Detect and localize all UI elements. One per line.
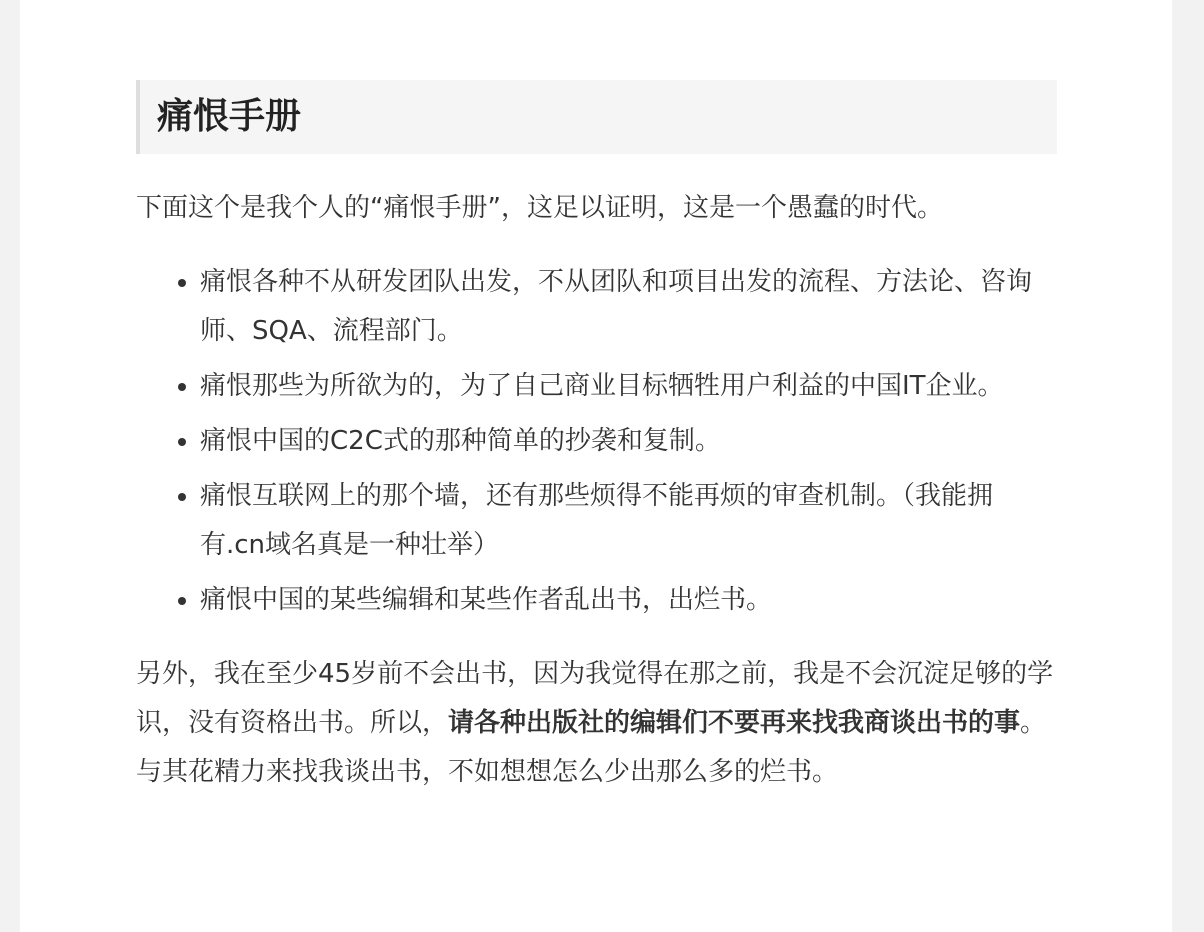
outro-text-end: 。与其花精力来找我谈出书，不如想想怎么少出那么多的烂书。 (136, 708, 1047, 787)
hate-list (136, 258, 1057, 625)
list-item: • 痛恨互联网上的那个墙，还有那些烦得不能再烦的审查机制。（我能拥有.cn域名真是一种壮举） (200, 472, 1057, 570)
list-item: • 痛恨中国的某些编辑和某些作者乱出书，出烂书。 (200, 576, 1057, 625)
article-content (136, 80, 1057, 797)
page-background (20, 0, 1172, 932)
section-heading: 痛恨手册 (136, 80, 1057, 154)
list-item: • 痛恨各种不从研发团队出发，不从团队和项目出发的流程、方法论、咨询师、SQA、流程部门。 (200, 258, 1057, 356)
list-item: • 痛恨中国的C2C式的那种简单的抄袭和复制。 (200, 417, 1057, 466)
outro-bold-text: 请各种出版社的编辑们不要再来找我商谈出书的事 (448, 708, 1021, 738)
intro-paragraph: 下面这个是我个人的“痛恨手册”，这足以证明，这是一个愚蠢的时代。 (136, 193, 943, 223)
outro-paragraph (136, 650, 1057, 797)
list-item: • 痛恨那些为所欲为的，为了自己商业目标牺牲用户利益的中国IT企业。 (200, 362, 1057, 411)
outro-text-start: 另外，我在至少45岁前不会出书，因为我觉得在那之前，我是不会沉淀足够的学识，没有资格出书。所以， (136, 659, 1054, 738)
